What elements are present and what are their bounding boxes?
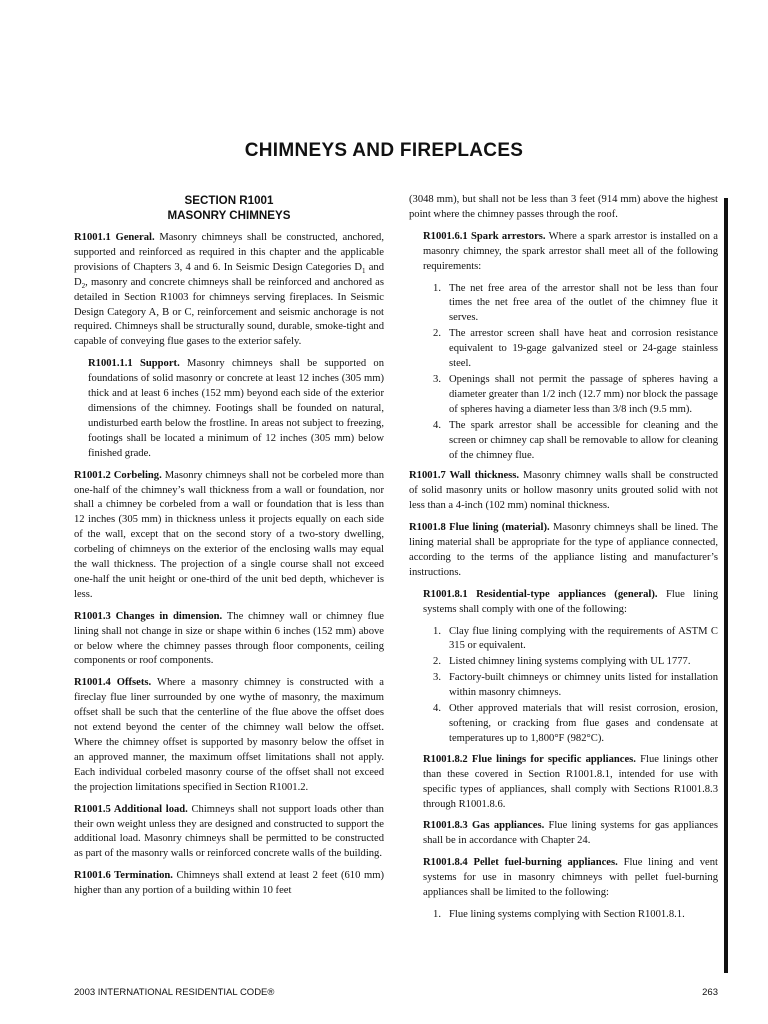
list-item (423, 655, 718, 670)
list-text: Other approved materials that will resist corrosion, erosion, softening, or cracking from flue gases and condensate at temperatures up to 1,800°F (982°C). (449, 703, 718, 744)
list-text: The arrestor screen shall have heat and corrosion resistance equivalent to 19-gage galvanized steel or 24-gage stainless steel. (449, 328, 718, 370)
section-heading (74, 193, 384, 223)
paragraph-text: (3048 mm), but shall not be less than 3 feet (914 mm) above the highest point where the chimney passes through the roof. (409, 194, 718, 220)
left-column (74, 193, 384, 906)
page-number: 263 (702, 987, 718, 998)
list-number: 1. (433, 908, 441, 920)
page-title: CHIMNEYS AND FIREPLACES (244, 140, 524, 161)
flue-lining-list (409, 625, 718, 747)
list-number: 1. (433, 625, 441, 637)
paragraph-r1001-6-1 (423, 230, 718, 275)
paragraph-text: The chimney wall or chimney flue lining shall not change in size or shape within 6 inches (152 mm) above or below where the chimney passes through floor components, ceiling components or roof components. (74, 610, 384, 667)
paragraph-label: R1001.2 Corbeling. (74, 469, 162, 481)
paragraph-r1001-4 (74, 676, 384, 795)
paragraph-label: R1001.3 Changes in dimension. (74, 610, 223, 622)
list-item (423, 327, 718, 372)
list-number: 2. (433, 328, 441, 340)
paragraph-text: Flue lining and vent systems for use in masonry chimneys with pellet fuel-burning appliances shall be limited to the following: (423, 857, 718, 899)
list-item (423, 373, 718, 418)
paragraph-text: , masonry and concrete chimneys shall be reinforced and anchored as detailed in Section R1003 for chimneys serving fireplaces. In Seismic Design Category A, B or C, reinforcement and seismic anchorage is not required. Chimneys shall be structurally sound, durable, smoke-tight and capable of conveying flue gases to the exterior safely. (74, 276, 384, 348)
list-item (423, 282, 718, 327)
list-number: 2. (433, 656, 441, 668)
paragraph-text: Chimneys shall extend at least 2 feet (610 mm) higher than any portion of a building within 10 feet (74, 870, 384, 897)
paragraph-r1001-3 (74, 610, 384, 670)
paragraph-r1001-8-1 (423, 588, 718, 618)
change-bar (724, 198, 728, 973)
paragraph-continued (409, 193, 718, 223)
paragraph-r1001-8-4 (423, 856, 718, 901)
paragraph-r1001-8 (409, 521, 718, 581)
paragraph-text: Flue lining systems for gas appliances shall be in accordance with Chapter 24. (423, 820, 718, 847)
subscript: 1 (361, 266, 366, 275)
paragraph-r1001-7 (409, 469, 718, 514)
paragraph-r1001-2 (74, 469, 384, 603)
list-item (423, 908, 718, 923)
footer-code-title: 2003 INTERNATIONAL RESIDENTIAL CODE® (74, 987, 275, 998)
list-item (423, 671, 718, 701)
paragraph-r1001-1 (74, 231, 384, 350)
paragraph-label: R1001.8.4 Pellet fuel-burning appliances. (423, 857, 618, 869)
paragraph-text: Flue lining systems shall comply with one of the following: (423, 588, 718, 615)
section-title: MASONRY CHIMNEYS (167, 209, 291, 222)
paragraph-text: Flue linings other than these covered in Section R1001.8.1, intended for use with specific types of appliances, shall comply with Sections R1001.8.3 through R1001.8.6. (423, 753, 718, 810)
paragraph-text: Where a spark arrestor is installed on a masonry chimney, the spark arrestor shall meet all of the following requirements: (423, 230, 718, 272)
list-number: 1. (433, 282, 441, 294)
paragraph-r1001-8-3 (423, 819, 718, 849)
paragraph-text: Where a masonry chimney is constructed with a fireclay flue liner surrounded by one wythe of masonry, the maximum offset shall be such that the centerline of the flue above the offset does not extend beyond the center of the chimney wall below the offset. Where the chimney offset is supported by masonry below the offset in an approved manner, the maximum offset limitations shall not apply. Each individual corbeled masonry course of the offset shall not exceed the projection limitations specified in Section R1001.2. (74, 677, 384, 793)
right-column (409, 193, 718, 929)
paragraph-label: R1001.8.3 Gas appliances. (423, 820, 545, 832)
spark-arrestor-list (409, 282, 718, 464)
paragraph-label: R1001.5 Additional load. (74, 803, 188, 815)
list-text: Clay flue lining complying with the requirements of ASTM C 315 or equivalent. (449, 625, 718, 652)
list-text: Listed chimney lining systems complying with UL 1777. (449, 656, 691, 668)
paragraph-label: R1001.8.2 Flue linings for specific appliances. (423, 753, 636, 765)
paragraph-label: R1001.4 Offsets. (74, 677, 152, 689)
list-item (423, 702, 718, 747)
paragraph-label: R1001.8 Flue lining (material). (409, 522, 550, 534)
list-text: Flue lining systems complying with Section R1001.8.1. (449, 908, 685, 920)
paragraph-text: Masonry chimneys shall be supported on foundations of solid masonry or concrete at least 12 inches (305 mm) thick and at least 6 inches (152 mm) beyond each side of the exterior dimensions of the chimney. Footings shall be founded on natural, undisturbed earth below the frostline. In areas not subject to freezing, footings shall be located a minimum of 12 inches (305 mm) below finished grade. (88, 358, 385, 459)
paragraph-text: Masonry chimneys shall be constructed, anchored, supported and reinforced as required in this chapter and the applicable provisions of Chapters 3, 4 and 6. In Seismic Design Categories D (74, 232, 384, 273)
paragraph-label: R1001.1 General. (74, 232, 155, 243)
list-text: The net free area of the arrestor shall not be less than four times the net free area of the outlet of the chimney flue it serves. (449, 282, 718, 324)
list-number: 3. (433, 373, 441, 385)
paragraph-text: and D (74, 261, 384, 288)
paragraph-label: R1001.7 Wall thickness. (409, 470, 520, 482)
paragraph-label: R1001.8.1 Residential-type appliances (general). (423, 588, 658, 600)
paragraph-r1001-1-1 (88, 357, 384, 461)
paragraph-label: R1001.1.1 Support. (88, 358, 180, 370)
paragraph-label: R1001.6 Termination. (74, 870, 173, 882)
paragraph-text: Chimneys shall not support loads other than their own weight unless they are designed and constructed to support the additional load. Masonry chimneys shall be permitted to be constructed as part of the masonry walls or reinforced concrete walls of the building. (74, 803, 384, 860)
list-item (423, 419, 718, 464)
list-text: Factory-built chimneys or chimney units listed for installation within masonry chimneys. (449, 672, 718, 699)
list-number: 4. (433, 419, 441, 431)
paragraph-label: R1001.6.1 Spark arrestors. (423, 230, 546, 242)
list-number: 4. (433, 703, 441, 715)
section-number: SECTION R1001 (184, 194, 274, 207)
change-bar (724, 736, 728, 768)
paragraph-text: Masonry chimney walls shall be constructed of solid masonry units or hollow masonry units grouted solid with not less than a 4-inch (102 mm) nominal thickness. (409, 470, 719, 512)
list-number: 3. (433, 672, 441, 684)
paragraph-text: Masonry chimneys shall be lined. The lining material shall be appropriate for the type of appliance connected, according to the terms of the appliance listing and manufacturer’s instructions. (409, 522, 719, 578)
list-item (423, 625, 718, 655)
pellet-fuel-list (409, 908, 718, 923)
list-text: Openings shall not permit the passage of spheres having a diameter greater than 1/2 inch (12.7 mm) nor block the passage of spheres having a diameter less than 3/8 inch (9.5 mm). (449, 373, 718, 415)
paragraph-r1001-5 (74, 803, 384, 863)
paragraph-r1001-8-2 (423, 753, 718, 813)
list-text: The spark arrestor shall be accessible for cleaning and the screen or chimney cap shall be removable to allow for cleaning of the chimney flue. (449, 419, 718, 461)
paragraph-text: Masonry chimneys shall not be corbeled more than one-half of the chimney’s wall thickness from a wall or foundation, nor shall a chimney be corbeled from a wall or foundation that is less than 12 inches (305 mm) in thickness unless it projects equally on each side of the wall, except that on the second story of a two-story dwelling, corbeling of chimneys on the exterior of the enclosing walls may equal the wall thickness. The projection of a single course shall not exceed one-half the unit height or one-third of the unit bed depth, whichever is less. (74, 469, 384, 600)
subscript: 2 (81, 281, 86, 290)
paragraph-r1001-6 (74, 869, 384, 899)
